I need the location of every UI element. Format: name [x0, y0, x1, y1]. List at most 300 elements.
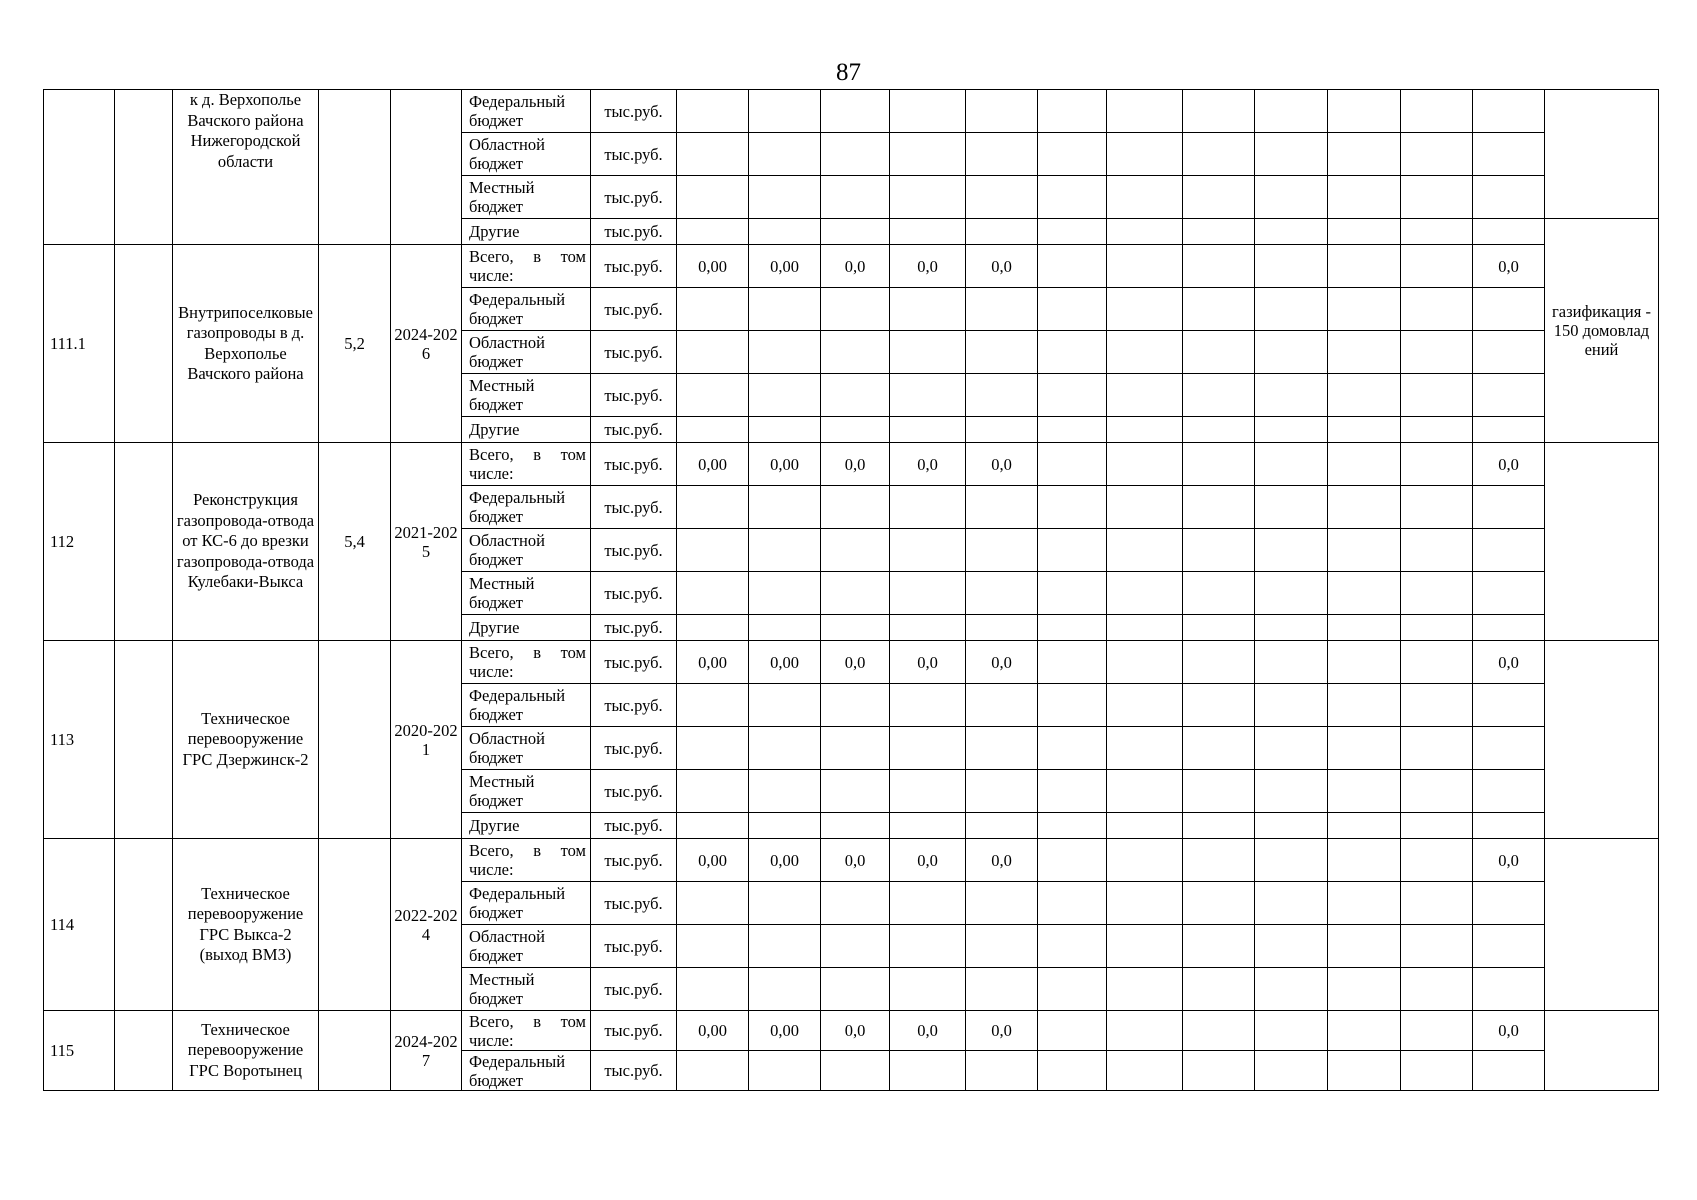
value-cell: [1328, 245, 1401, 288]
source-label: Федеральный бюджет: [469, 488, 566, 526]
value-cell: [821, 770, 890, 813]
value-cell: [1328, 925, 1401, 968]
length-cell: [319, 90, 391, 245]
result-cell: [1545, 641, 1659, 839]
value-cell: [1183, 1011, 1255, 1051]
value-cell: [890, 288, 966, 331]
value-cell: [749, 133, 821, 176]
value-cell: [890, 882, 966, 925]
value-cell: [1473, 219, 1545, 245]
source-label: Областной бюджет: [469, 531, 545, 569]
value-cell: [1183, 443, 1255, 486]
unit-cell: тыс.руб.: [591, 417, 677, 443]
value-cell: [890, 572, 966, 615]
period-cell: 2024-2026: [391, 245, 462, 443]
value-cell: [1183, 925, 1255, 968]
value-cell: 0,0: [1473, 839, 1545, 882]
unit-cell: тыс.руб.: [591, 770, 677, 813]
source-cell: [462, 245, 591, 288]
value-cell: [821, 1051, 890, 1091]
value-cell: [1401, 813, 1473, 839]
value-cell: [749, 813, 821, 839]
source-label: Областной бюджет: [469, 729, 545, 767]
object-name-cell: Реконструкция газопровода-отвода от КС-6 до врезки газопровода-отвода Кулебаки-Выкса: [173, 443, 319, 641]
value-cell: [890, 813, 966, 839]
unit-cell: тыс.руб.: [591, 684, 677, 727]
value-cell: [1038, 641, 1107, 684]
page-number: 87: [836, 59, 861, 86]
value-cell: [966, 374, 1038, 417]
value-cell: [749, 529, 821, 572]
source-cell: [462, 839, 591, 882]
value-cell: 0,0: [821, 641, 890, 684]
value-cell: [821, 331, 890, 374]
value-cell: [821, 925, 890, 968]
value-cell: [890, 615, 966, 641]
source-label: Федеральный бюджет: [469, 92, 566, 130]
value-cell: [677, 176, 749, 219]
value-cell: [966, 925, 1038, 968]
value-cell: [1183, 727, 1255, 770]
value-cell: [1255, 727, 1328, 770]
source-label: Областной бюджет: [469, 135, 545, 173]
value-cell: [1401, 968, 1473, 1011]
value-cell: [1255, 417, 1328, 443]
value-cell: [890, 684, 966, 727]
value-cell: [1255, 641, 1328, 684]
value-cell: [749, 572, 821, 615]
value-cell: [1401, 219, 1473, 245]
value-cell: [1401, 90, 1473, 133]
value-cell: [821, 374, 890, 417]
value-cell: [1473, 925, 1545, 968]
unit-cell: тыс.руб.: [591, 219, 677, 245]
value-cell: [1107, 968, 1183, 1011]
value-cell: [677, 529, 749, 572]
value-cell: [1255, 331, 1328, 374]
value-cell: 0,00: [749, 839, 821, 882]
value-cell: 0,0: [966, 641, 1038, 684]
table-row: [44, 1011, 1659, 1051]
value-cell: [749, 727, 821, 770]
value-cell: [1328, 529, 1401, 572]
value-cell: 0,00: [677, 245, 749, 288]
value-cell: [890, 219, 966, 245]
value-cell: [1107, 443, 1183, 486]
blank-cell: [115, 839, 173, 1011]
value-cell: [1255, 925, 1328, 968]
value-cell: [966, 176, 1038, 219]
object-name-cell: к д. Верхополье Вачского района Нижегородской области: [173, 90, 319, 245]
value-cell: 0,0: [890, 245, 966, 288]
value-cell: [1038, 684, 1107, 727]
source-cell: [462, 90, 591, 133]
value-cell: [1401, 882, 1473, 925]
blank-cell: [115, 1011, 173, 1091]
unit-cell: тыс.руб.: [591, 813, 677, 839]
row-number-cell: [44, 90, 115, 245]
value-cell: [1107, 641, 1183, 684]
value-cell: [677, 727, 749, 770]
value-cell: [1328, 572, 1401, 615]
value-cell: 0,0: [1473, 641, 1545, 684]
value-cell: [1107, 615, 1183, 641]
value-cell: [966, 133, 1038, 176]
unit-cell: тыс.руб.: [591, 572, 677, 615]
unit-cell: тыс.руб.: [591, 176, 677, 219]
value-cell: [1038, 529, 1107, 572]
value-cell: [1328, 882, 1401, 925]
value-cell: [1255, 770, 1328, 813]
value-cell: [1038, 133, 1107, 176]
value-cell: [677, 615, 749, 641]
value-cell: [966, 219, 1038, 245]
row-number-cell: 113: [44, 641, 115, 839]
value-cell: [677, 90, 749, 133]
period-cell: 2020-2021: [391, 641, 462, 839]
value-cell: [1328, 641, 1401, 684]
value-cell: [1473, 968, 1545, 1011]
table-row: [44, 641, 1659, 684]
value-cell: [749, 925, 821, 968]
value-cell: [1401, 839, 1473, 882]
value-cell: 0,0: [966, 1011, 1038, 1051]
value-cell: 0,0: [821, 839, 890, 882]
source-cell: [462, 1051, 591, 1091]
value-cell: [1107, 1051, 1183, 1091]
value-cell: [749, 486, 821, 529]
value-cell: [1038, 331, 1107, 374]
value-cell: [1183, 641, 1255, 684]
unit-cell: тыс.руб.: [591, 443, 677, 486]
source-label: Другие: [469, 618, 520, 637]
value-cell: [966, 1051, 1038, 1091]
unit-cell: тыс.руб.: [591, 133, 677, 176]
value-cell: [1038, 219, 1107, 245]
source-label: Местный бюджет: [469, 970, 535, 1008]
value-cell: [821, 417, 890, 443]
source-cell: [462, 615, 591, 641]
unit-cell: тыс.руб.: [591, 331, 677, 374]
value-cell: [1401, 770, 1473, 813]
value-cell: [821, 90, 890, 133]
value-cell: [749, 417, 821, 443]
value-cell: [1183, 176, 1255, 219]
value-cell: [1183, 968, 1255, 1011]
value-cell: [1183, 374, 1255, 417]
value-cell: [1038, 882, 1107, 925]
source-label: Всего, в том числе:: [469, 247, 586, 285]
object-name-cell: Техническое перевооружение ГРС Дзержинск-2: [173, 641, 319, 839]
value-cell: [821, 615, 890, 641]
value-cell: 0,0: [890, 839, 966, 882]
value-cell: [1255, 288, 1328, 331]
value-cell: [1038, 925, 1107, 968]
value-cell: [1107, 486, 1183, 529]
value-cell: [1401, 1051, 1473, 1091]
value-cell: [749, 374, 821, 417]
source-label: Всего, в том числе:: [469, 445, 586, 483]
value-cell: [1473, 486, 1545, 529]
value-cell: [1107, 331, 1183, 374]
value-cell: [1107, 572, 1183, 615]
value-cell: [1401, 684, 1473, 727]
value-cell: [1038, 1011, 1107, 1051]
source-label: Областной бюджет: [469, 927, 545, 965]
value-cell: [1038, 770, 1107, 813]
value-cell: [1107, 245, 1183, 288]
source-label: Другие: [469, 222, 520, 241]
value-cell: [1107, 529, 1183, 572]
value-cell: [890, 770, 966, 813]
value-cell: [1038, 176, 1107, 219]
value-cell: [1255, 245, 1328, 288]
value-cell: [821, 288, 890, 331]
value-cell: 0,00: [677, 839, 749, 882]
value-cell: [677, 219, 749, 245]
value-cell: [749, 176, 821, 219]
value-cell: [1401, 486, 1473, 529]
result-cell: [1545, 1011, 1659, 1091]
value-cell: [966, 331, 1038, 374]
value-cell: [1038, 486, 1107, 529]
value-cell: [749, 770, 821, 813]
value-cell: [966, 615, 1038, 641]
value-cell: 0,00: [749, 641, 821, 684]
value-cell: [1328, 176, 1401, 219]
source-label: Местный бюджет: [469, 376, 535, 414]
unit-cell: тыс.руб.: [591, 1051, 677, 1091]
value-cell: [1473, 288, 1545, 331]
value-cell: [1401, 374, 1473, 417]
value-cell: 0,00: [749, 1011, 821, 1051]
value-cell: [1183, 288, 1255, 331]
result-cell: газификация - 150 домовладений: [1545, 219, 1659, 443]
value-cell: [1107, 1011, 1183, 1051]
source-label: Федеральный бюджет: [469, 686, 566, 724]
value-cell: [821, 813, 890, 839]
value-cell: [1183, 133, 1255, 176]
value-cell: [1328, 839, 1401, 882]
value-cell: [1473, 133, 1545, 176]
value-cell: [821, 529, 890, 572]
table-row: [44, 90, 1659, 133]
value-cell: [677, 968, 749, 1011]
value-cell: [821, 727, 890, 770]
object-name-cell: Внутрипоселковые газопроводы в д. Верхополье Вачского района: [173, 245, 319, 443]
value-cell: [677, 374, 749, 417]
value-cell: 0,0: [821, 245, 890, 288]
value-cell: [1107, 813, 1183, 839]
source-cell: [462, 176, 591, 219]
value-cell: [966, 90, 1038, 133]
value-cell: [1473, 572, 1545, 615]
value-cell: [1107, 288, 1183, 331]
value-cell: [677, 417, 749, 443]
value-cell: [1255, 1051, 1328, 1091]
value-cell: [1401, 331, 1473, 374]
value-cell: [1038, 727, 1107, 770]
value-cell: [1183, 839, 1255, 882]
object-name-cell: Техническое перевооружение ГРС Воротынец: [173, 1011, 319, 1091]
value-cell: [749, 968, 821, 1011]
source-cell: [462, 529, 591, 572]
value-cell: [677, 925, 749, 968]
source-label: Федеральный бюджет: [469, 1051, 566, 1090]
value-cell: [1255, 684, 1328, 727]
value-cell: [1401, 1011, 1473, 1051]
period-cell: 2024-2027: [391, 1011, 462, 1091]
value-cell: [1473, 727, 1545, 770]
value-cell: [1473, 1051, 1545, 1091]
table-row: [44, 443, 1659, 486]
value-cell: [749, 684, 821, 727]
value-cell: [1255, 572, 1328, 615]
value-cell: [1038, 813, 1107, 839]
value-cell: [1255, 486, 1328, 529]
result-cell: [1545, 443, 1659, 641]
value-cell: [1038, 443, 1107, 486]
value-cell: [677, 486, 749, 529]
source-label: Другие: [469, 816, 520, 835]
blank-cell: [115, 443, 173, 641]
value-cell: [1328, 331, 1401, 374]
value-cell: 0,0: [966, 245, 1038, 288]
value-cell: [677, 331, 749, 374]
value-cell: [890, 417, 966, 443]
value-cell: [1107, 219, 1183, 245]
value-cell: [890, 486, 966, 529]
source-cell: [462, 417, 591, 443]
value-cell: [1401, 288, 1473, 331]
value-cell: [1107, 925, 1183, 968]
value-cell: [1255, 529, 1328, 572]
unit-cell: тыс.руб.: [591, 245, 677, 288]
value-cell: 0,00: [677, 1011, 749, 1051]
value-cell: [821, 572, 890, 615]
source-label: Местный бюджет: [469, 574, 535, 612]
unit-cell: тыс.руб.: [591, 925, 677, 968]
unit-cell: тыс.руб.: [591, 968, 677, 1011]
value-cell: 0,0: [1473, 1011, 1545, 1051]
source-cell: [462, 133, 591, 176]
length-cell: 5,4: [319, 443, 391, 641]
value-cell: [1401, 727, 1473, 770]
value-cell: [1038, 245, 1107, 288]
value-cell: [1107, 90, 1183, 133]
value-cell: 0,0: [821, 1011, 890, 1051]
value-cell: [1328, 770, 1401, 813]
unit-cell: тыс.руб.: [591, 839, 677, 882]
value-cell: [1473, 374, 1545, 417]
value-cell: [1255, 1011, 1328, 1051]
value-cell: [1107, 133, 1183, 176]
value-cell: [1473, 770, 1545, 813]
object-name-cell: Техническое перевооружение ГРС Выкса-2 (выход ВМЗ): [173, 839, 319, 1011]
value-cell: [1328, 684, 1401, 727]
value-cell: [749, 288, 821, 331]
value-cell: [1183, 615, 1255, 641]
value-cell: [890, 374, 966, 417]
source-label: Всего, в том числе:: [469, 1011, 586, 1050]
value-cell: [1183, 529, 1255, 572]
value-cell: [1401, 529, 1473, 572]
value-cell: 0,00: [677, 443, 749, 486]
value-cell: [1183, 417, 1255, 443]
value-cell: [966, 770, 1038, 813]
value-cell: 0,0: [966, 443, 1038, 486]
value-cell: [890, 90, 966, 133]
value-cell: [890, 727, 966, 770]
unit-cell: тыс.руб.: [591, 90, 677, 133]
value-cell: [677, 133, 749, 176]
blank-cell: [115, 245, 173, 443]
value-cell: [1401, 641, 1473, 684]
row-number-cell: 115: [44, 1011, 115, 1091]
length-cell: 5,2: [319, 245, 391, 443]
value-cell: [1473, 813, 1545, 839]
value-cell: [1038, 374, 1107, 417]
value-cell: [1183, 331, 1255, 374]
value-cell: [966, 486, 1038, 529]
period-cell: 2022-2024: [391, 839, 462, 1011]
source-cell: [462, 968, 591, 1011]
table-row: [44, 839, 1659, 882]
value-cell: [677, 882, 749, 925]
value-cell: [1401, 443, 1473, 486]
period-cell: 2021-2025: [391, 443, 462, 641]
value-cell: [1183, 486, 1255, 529]
value-cell: [966, 684, 1038, 727]
value-cell: [1038, 90, 1107, 133]
period-cell: [391, 90, 462, 245]
value-cell: [821, 968, 890, 1011]
value-cell: [1107, 374, 1183, 417]
source-label: Всего, в том числе:: [469, 841, 586, 879]
value-cell: [1473, 615, 1545, 641]
source-cell: [462, 1011, 591, 1051]
blank-cell: [115, 90, 173, 245]
value-cell: 0,0: [821, 443, 890, 486]
value-cell: [1328, 90, 1401, 133]
value-cell: [1473, 417, 1545, 443]
value-cell: [1038, 417, 1107, 443]
source-cell: [462, 443, 591, 486]
source-cell: [462, 374, 591, 417]
value-cell: [821, 486, 890, 529]
value-cell: [1255, 615, 1328, 641]
value-cell: [1038, 288, 1107, 331]
length-cell: [319, 641, 391, 839]
value-cell: [1473, 176, 1545, 219]
value-cell: [1038, 1051, 1107, 1091]
unit-cell: тыс.руб.: [591, 374, 677, 417]
value-cell: [677, 1051, 749, 1091]
value-cell: [966, 288, 1038, 331]
value-cell: [890, 1051, 966, 1091]
value-cell: [821, 684, 890, 727]
value-cell: [1328, 1011, 1401, 1051]
value-cell: [1107, 417, 1183, 443]
value-cell: [966, 968, 1038, 1011]
value-cell: [1328, 443, 1401, 486]
value-cell: [890, 925, 966, 968]
source-cell: [462, 486, 591, 529]
source-label: Всего, в том числе:: [469, 643, 586, 681]
table-row: [44, 245, 1659, 288]
value-cell: [1255, 882, 1328, 925]
source-cell: [462, 219, 591, 245]
